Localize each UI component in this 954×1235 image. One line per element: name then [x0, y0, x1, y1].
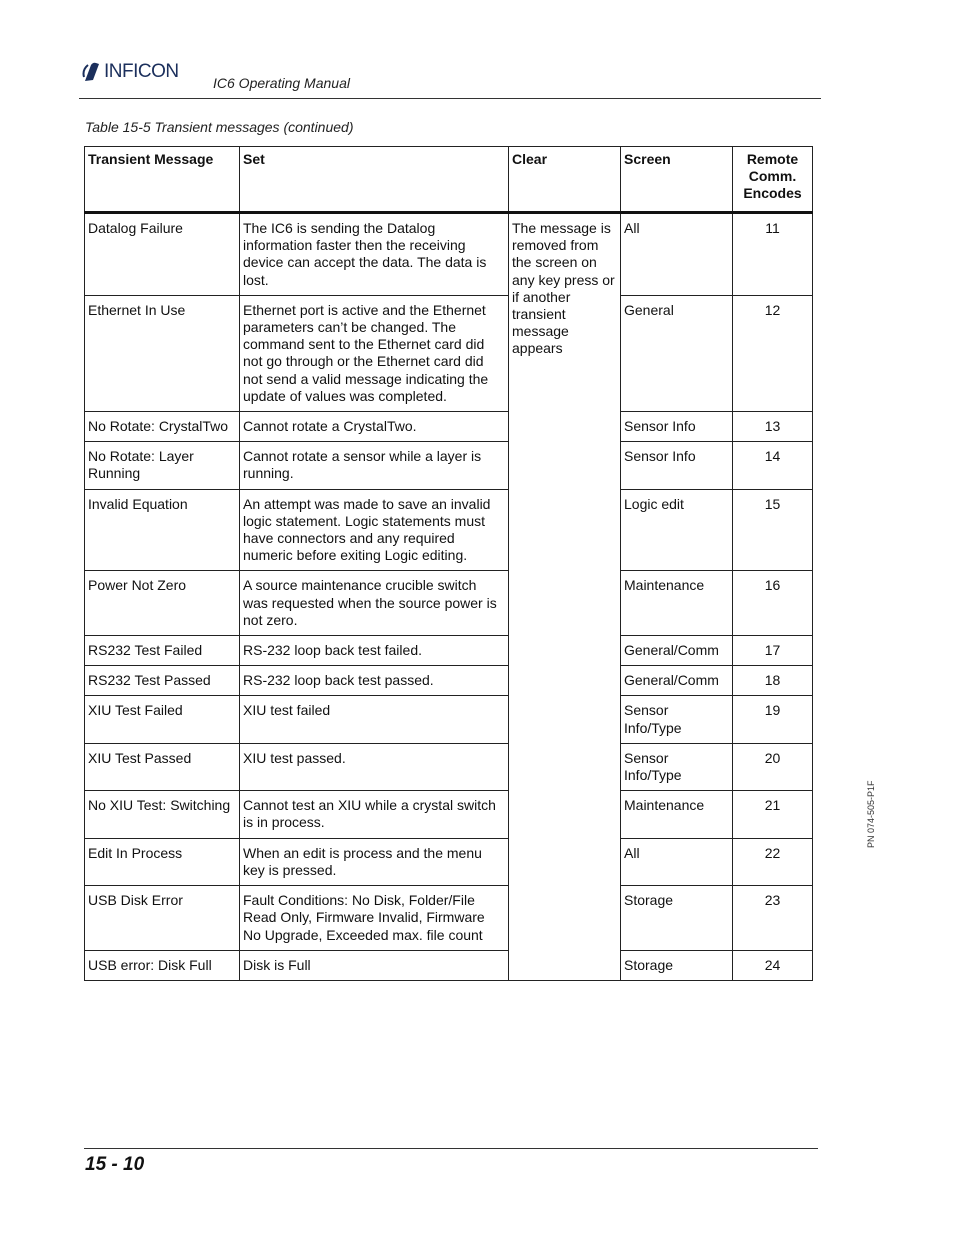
message-cell: RS232 Test Failed [85, 636, 240, 666]
table-row [85, 886, 813, 951]
part-number-label: PN 074-505-P1F [866, 780, 876, 848]
screen-cell: General/Comm [621, 636, 733, 666]
page-number: 15 - 10 [85, 1154, 145, 1175]
table-row [85, 412, 813, 442]
code-cell: 24 [733, 950, 813, 980]
set-cell: Disk is Full [240, 950, 509, 980]
table-row [85, 636, 813, 666]
clear-cell: The message is removed from the screen on any key press or if another transient message appears [509, 213, 621, 981]
message-cell: Edit In Process [85, 838, 240, 885]
code-cell: 21 [733, 791, 813, 838]
set-cell: Cannot test an XIU while a crystal switch is in process. [240, 791, 509, 838]
code-cell: 22 [733, 838, 813, 885]
screen-cell: All [621, 838, 733, 885]
table-row [85, 838, 813, 885]
column-header-set: Set [240, 147, 509, 213]
table-row [85, 213, 813, 296]
set-cell: When an edit is process and the menu key is pressed. [240, 838, 509, 885]
code-cell: 20 [733, 743, 813, 790]
screen-cell: Storage [621, 886, 733, 951]
code-cell: 23 [733, 886, 813, 951]
message-cell: USB Disk Error [85, 886, 240, 951]
table-caption: Table 15-5 Transient messages (continued) [85, 119, 354, 135]
logo-wordmark: INFICON [104, 61, 179, 82]
screen-cell: General [621, 295, 733, 411]
screen-cell: Storage [621, 950, 733, 980]
code-cell: 15 [733, 489, 813, 571]
set-cell: A source maintenance crucible switch was requested when the source power is not zero. [240, 571, 509, 636]
screen-cell: Maintenance [621, 571, 733, 636]
footer-divider [84, 1148, 818, 1149]
message-cell: RS232 Test Passed [85, 666, 240, 696]
code-cell: 11 [733, 213, 813, 296]
message-cell: No Rotate: Layer Running [85, 442, 240, 489]
table-row [85, 666, 813, 696]
set-cell: XIU test failed [240, 696, 509, 743]
code-cell: 19 [733, 696, 813, 743]
column-header-clear: Clear [509, 147, 621, 213]
column-header-screen: Screen [621, 147, 733, 213]
code-cell: 14 [733, 442, 813, 489]
screen-cell: All [621, 213, 733, 296]
set-cell: Fault Conditions: No Disk, Folder/File Read Only, Firmware Invalid, Firmware No Upgrade, Exceeded max. file count [240, 886, 509, 951]
screen-cell: Sensor Info/Type [621, 696, 733, 743]
set-cell: RS-232 loop back test failed. [240, 636, 509, 666]
screen-cell: Sensor Info [621, 442, 733, 489]
message-cell: XIU Test Passed [85, 743, 240, 790]
message-cell: XIU Test Failed [85, 696, 240, 743]
screen-cell: Sensor Info [621, 412, 733, 442]
column-header-code: Remote Comm. Encodes [733, 147, 813, 213]
message-cell: Ethernet In Use [85, 295, 240, 411]
screen-cell: Maintenance [621, 791, 733, 838]
message-cell: Datalog Failure [85, 213, 240, 296]
table-row [85, 950, 813, 980]
table-row [85, 696, 813, 743]
table-row [85, 743, 813, 790]
set-cell: Ethernet port is active and the Ethernet parameters can’t be changed. The command sent to the Ethernet card did not go through or the Ethernet card did not send a valid message indicating the update of values was completed. [240, 295, 509, 411]
code-cell: 17 [733, 636, 813, 666]
code-cell: 18 [733, 666, 813, 696]
transient-messages-table [84, 146, 813, 981]
column-header-message: Transient Message [85, 147, 240, 213]
set-cell: XIU test passed. [240, 743, 509, 790]
message-cell: No Rotate: CrystalTwo [85, 412, 240, 442]
header-divider [79, 98, 821, 99]
table-row [85, 442, 813, 489]
inficon-logo [82, 60, 179, 84]
inficon-logo-mark-icon [82, 61, 102, 83]
code-cell: 12 [733, 295, 813, 411]
message-cell: USB error: Disk Full [85, 950, 240, 980]
message-cell: Invalid Equation [85, 489, 240, 571]
table-row [85, 489, 813, 571]
set-cell: RS-232 loop back test passed. [240, 666, 509, 696]
screen-cell: General/Comm [621, 666, 733, 696]
table-row [85, 295, 813, 411]
set-cell: An attempt was made to save an invalid logic statement. Logic statements must have connectors and any required numeric before exiting Logic editing. [240, 489, 509, 571]
screen-cell: Sensor Info/Type [621, 743, 733, 790]
code-cell: 13 [733, 412, 813, 442]
manual-title: IC6 Operating Manual [213, 75, 350, 91]
set-cell: Cannot rotate a CrystalTwo. [240, 412, 509, 442]
table-row [85, 571, 813, 636]
set-cell: The IC6 is sending the Datalog information faster then the receiving device can accept the data. The data is lost. [240, 213, 509, 296]
message-cell: Power Not Zero [85, 571, 240, 636]
code-cell: 16 [733, 571, 813, 636]
table-body [85, 213, 813, 981]
set-cell: Cannot rotate a sensor while a layer is running. [240, 442, 509, 489]
table-row [85, 791, 813, 838]
screen-cell: Logic edit [621, 489, 733, 571]
message-cell: No XIU Test: Switching [85, 791, 240, 838]
table-header-row [85, 147, 813, 213]
